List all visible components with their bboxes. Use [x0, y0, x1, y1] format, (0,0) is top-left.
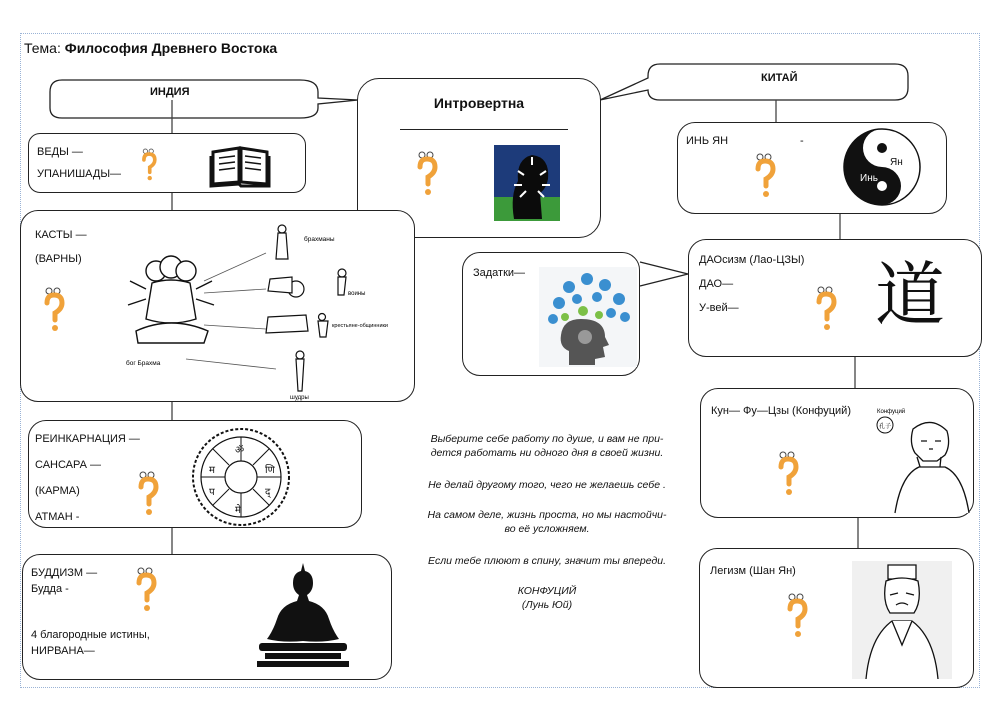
question-icon: [135, 567, 157, 613]
svg-text:णि: णि: [265, 465, 275, 476]
title-text: Философия Древнего Востока: [64, 40, 278, 56]
svg-text:प: प: [209, 487, 215, 498]
confucius-seal: 孔子: [879, 423, 892, 430]
question-icon: [815, 286, 837, 332]
introvert-title: Интровертна: [433, 95, 525, 111]
head-arrows-icon: [494, 145, 560, 221]
daoism-box: [688, 239, 982, 357]
question-icon: [43, 287, 65, 333]
yang-text: Ян: [890, 157, 903, 168]
castes-line2: (ВАРНЫ): [35, 253, 82, 265]
label-shudras: шудры: [290, 395, 309, 401]
buddhism-line1: БУДДИЗМ —: [31, 567, 98, 579]
buddhism-line4: НИРВАНА—: [31, 645, 95, 657]
vedas-box: [28, 133, 306, 193]
zadatki-callout-tail: [640, 262, 688, 286]
confucius-box: [700, 388, 974, 518]
daoism-line3: У-вей—: [699, 302, 739, 314]
yinyang-dash: -: [800, 135, 804, 147]
confucius-portrait: [871, 403, 971, 515]
question-icon: [141, 148, 157, 182]
yinyang-label: ИНЬ ЯН: [686, 135, 729, 147]
castes-illustration: [116, 219, 388, 401]
question-icon: [754, 153, 776, 199]
china-label: КИТАЙ: [761, 72, 798, 84]
title-prefix: Тема:: [24, 40, 61, 56]
brain-icons-illustration: [539, 267, 637, 367]
quote-line: во её усложняем.: [504, 523, 590, 535]
svg-text:द्: द्: [265, 487, 271, 498]
reincarnation-box: [28, 420, 362, 528]
book-icon: [209, 142, 271, 186]
quote-line: дется работать ни одного дня в своей жизни.: [430, 447, 664, 459]
legalism-box: [699, 548, 974, 688]
svg-text:मे: मे: [235, 505, 241, 516]
quote-line: Выберите себе работу по душе, и вам не при-: [430, 433, 664, 445]
label-kshatriyas: воины: [348, 291, 366, 297]
quote-line: На самом деле, жизнь проста, но мы настойчи-: [427, 509, 667, 521]
samsara-wheel-icon: [185, 427, 297, 527]
castes-line1: КАСТЫ —: [35, 229, 87, 241]
vedas-line1: ВЕДЫ —: [37, 146, 83, 158]
yin-text: Инь: [860, 173, 878, 184]
china-callout-shape: [600, 64, 908, 100]
quote-author: КОНФУЦИЙ: [517, 585, 577, 597]
buddhism-line2: Будда -: [31, 583, 69, 595]
vedas-line2: УПАНИШАДЫ—: [37, 168, 122, 180]
quote-line: Не делай другому того, чего не желаешь себе .: [428, 479, 666, 491]
label-brahmins: брахманы: [304, 236, 335, 243]
buddha-icon: [253, 561, 353, 669]
question-icon: [786, 593, 808, 639]
quote-source: (Лунь Юй): [521, 599, 573, 611]
label-vaishyas: крестьяне-общинники: [332, 323, 388, 329]
zadatki-label: Задатки—: [473, 267, 526, 279]
buddhism-box: [22, 554, 392, 680]
confucius-caption: Конфуций: [877, 409, 906, 415]
question-icon: [137, 471, 159, 517]
reincarnation-line1: РЕИНКАРНАЦИЯ —: [35, 433, 140, 445]
confucius-label: Кун— Фу—Цзы (Конфуций): [711, 405, 851, 417]
svg-text:म: म: [209, 465, 215, 476]
quote-line: Если тебе плюют в спину, значит ты впереди.: [427, 555, 667, 567]
dao-glyph: 道: [875, 254, 945, 336]
label-god: бог Брахма: [126, 360, 161, 367]
daoism-line2: ДАО—: [699, 278, 734, 290]
reincarnation-line3: (КАРМА): [35, 485, 80, 497]
shang-yang-portrait: [852, 561, 952, 681]
reincarnation-line4: АТМАН -: [35, 511, 80, 523]
svg-text:ॐ: ॐ: [235, 445, 245, 456]
buddhism-line3: 4 благородные истины,: [31, 629, 150, 641]
zadatki-box: [462, 252, 640, 376]
introvert-rule: [400, 129, 568, 130]
question-icon: [416, 151, 438, 197]
reincarnation-line2: САНСАРА —: [35, 459, 102, 471]
india-callout-shape: [50, 80, 358, 118]
india-label: ИНДИЯ: [150, 86, 190, 98]
daoism-line1: ДАОсизм (Лао-ЦЗЫ): [699, 254, 805, 266]
castes-box: [20, 210, 415, 402]
yinyang-box: [677, 122, 947, 214]
question-icon: [777, 451, 799, 497]
legalism-label: Легизм (Шан Ян): [710, 565, 796, 577]
yinyang-icon: [842, 127, 922, 207]
